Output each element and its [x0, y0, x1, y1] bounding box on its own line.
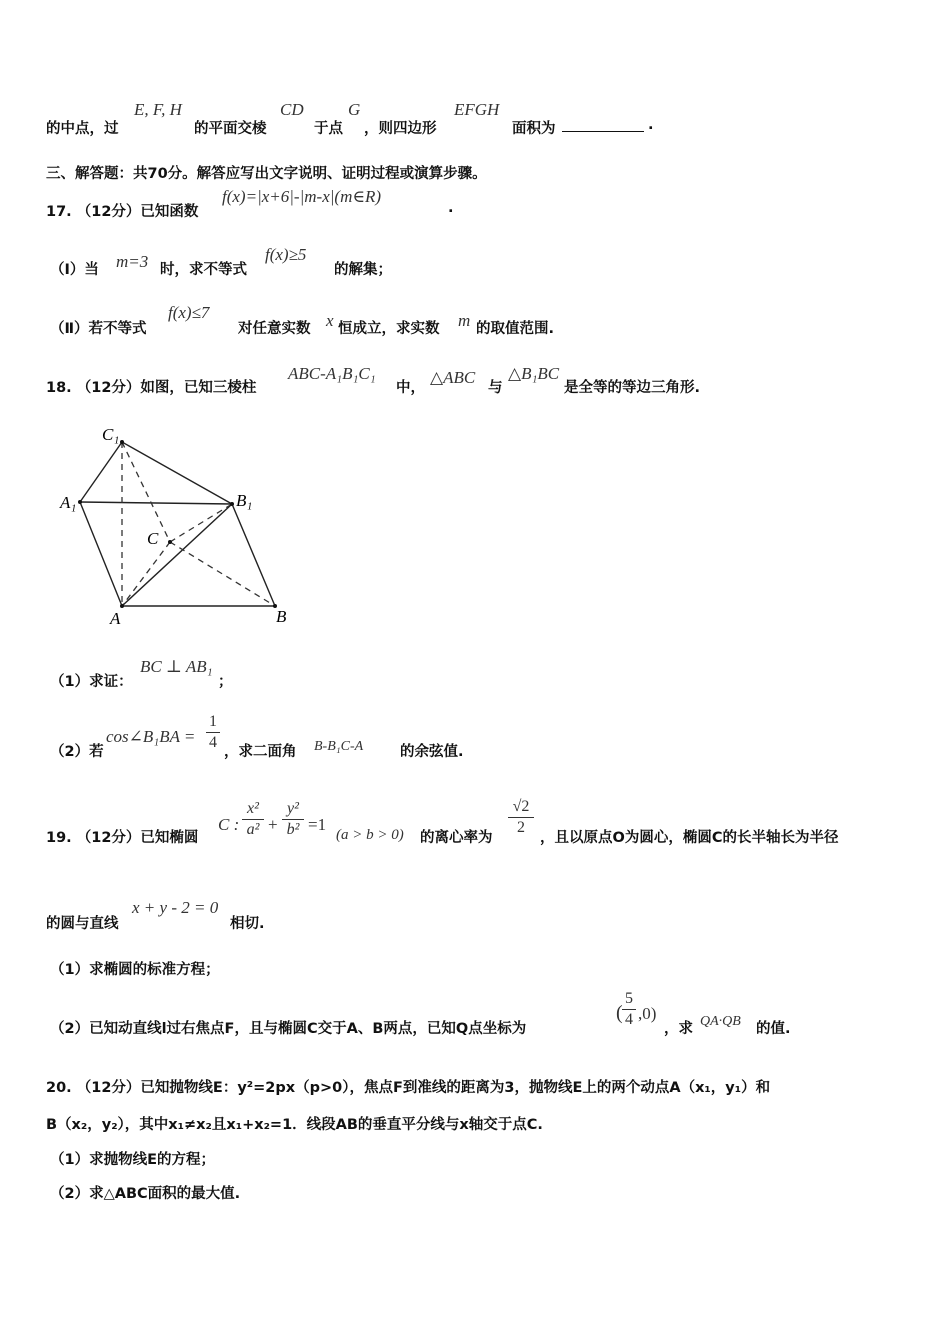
- q17-dot: .: [448, 200, 454, 216]
- q18-tail: 是全等的等边三角形.: [564, 380, 701, 396]
- q19-p2-c: 的值.: [756, 1021, 791, 1037]
- q18-tri1: △ABC: [430, 368, 476, 387]
- q17-p1-c: 的解集；: [334, 262, 392, 278]
- q19-head: 19. （12分）已知椭圆: [46, 830, 199, 846]
- q19-ecc: 的离心率为: [420, 830, 493, 846]
- q19-eq1: =1: [308, 815, 327, 834]
- point-b1: [230, 502, 234, 506]
- q19-b2: b²: [286, 821, 300, 838]
- q17-head: 17. （12分）已知函数: [46, 204, 199, 220]
- edge-c1-b1: [122, 442, 232, 504]
- q19-y2: y²: [287, 800, 299, 817]
- q19-p2-a: （2）已知动直线l过右焦点F，且与椭圆C交于A、B两点，已知Q点坐标为: [50, 1021, 527, 1037]
- edge-a1-b1: [80, 502, 232, 504]
- q19-plus: +: [268, 815, 278, 834]
- q19-cond: (a > b > 0): [336, 827, 404, 843]
- q19-frac-ecc: [508, 798, 534, 837]
- q19-c: C :: [218, 815, 240, 834]
- q18-p1-formula: BC ⊥ AB₁: [140, 657, 213, 676]
- q18-and: 与: [488, 380, 503, 396]
- q17-formula: f(x)=|x+6|-|m-x|(m∈R): [222, 187, 381, 206]
- q18-frac-den: 4: [209, 734, 217, 751]
- point-c1: [120, 440, 124, 444]
- q20-p2: （2）求△ABC面积的最大值.: [50, 1186, 241, 1202]
- q18-tri2: △B₁BC: [508, 364, 560, 383]
- answer-blank: [562, 117, 644, 136]
- dash-c-b1: [170, 504, 232, 542]
- q19-p1: （1）求椭圆的标准方程；: [50, 962, 220, 978]
- q20-l1: 20. （12分）已知抛物线E：y²=2px（p>0），焦点F到准线的距离为3，抛物线E上的两个动点A（x₁，y₁）和: [46, 1080, 771, 1096]
- q17-p2-b: 对任意实数: [238, 321, 311, 337]
- q19-p2-b: ，求: [664, 1021, 693, 1037]
- q18-p1-a: （1）求证：: [50, 674, 133, 690]
- q19-l2-a: 的圆与直线: [46, 916, 119, 932]
- q18-head: 18. （12分）如图，已知三棱柱: [46, 380, 257, 396]
- q18-p2-b: ，求二面角: [224, 744, 297, 760]
- q19-x2: x²: [247, 800, 259, 817]
- label-a: A: [110, 609, 121, 628]
- top-at: 于点: [314, 121, 343, 137]
- prism-figure: [50, 420, 310, 630]
- edge-a1-a: [80, 502, 122, 606]
- q18-prism: ABC-A₁B₁C₁: [288, 364, 376, 383]
- edge-a-b1: [122, 504, 232, 606]
- q17-p1-b: 时，求不等式: [160, 262, 247, 278]
- q19-dot: QA·QB: [700, 1014, 741, 1029]
- q17-p2-m: m: [458, 311, 471, 330]
- q17-p2-ineq: f(x)≤7: [168, 303, 210, 322]
- q19-q-rest: ,0): [638, 1004, 657, 1023]
- q18-p2-a: （2）若: [50, 744, 104, 760]
- q17-p2-d: 的取值范围.: [476, 321, 555, 337]
- q19-q-den: 4: [625, 1011, 633, 1028]
- q19-l2-b: 相切.: [230, 916, 265, 932]
- point-a1: [78, 500, 82, 504]
- q17-p2-c: 恒成立，求实数: [338, 321, 440, 337]
- q17-p2-x: x: [326, 311, 334, 330]
- edge-c1-a1: [80, 442, 122, 502]
- q18-p2-angle: B-B₁C-A: [314, 739, 364, 754]
- q17-p1-a: （Ⅰ）当: [50, 262, 99, 278]
- label-b: B: [276, 607, 287, 626]
- q19-frac-x: [242, 800, 264, 839]
- top-area: 面积为: [512, 121, 556, 137]
- q19-frac-y: [282, 800, 304, 839]
- q17-p1-ineq: f(x)≥5: [265, 245, 307, 264]
- dash-c-a: [122, 542, 170, 606]
- q19-q-lp: (: [616, 1002, 623, 1024]
- top-prefix: 的中点，过: [46, 121, 119, 137]
- q17-p2-a: （Ⅱ）若不等式: [50, 321, 147, 337]
- math-efh: E, F, H: [134, 100, 182, 119]
- q18-frac-num: 1: [209, 713, 217, 730]
- label-c: C: [147, 529, 159, 548]
- math-g: G: [348, 100, 361, 119]
- q18-mid: 中，: [396, 380, 425, 396]
- q19-q-num: 5: [625, 990, 633, 1007]
- q20-l2: B（x₂，y₂），其中x₁≠x₂且x₁+x₂=1．线段AB的垂直平分线与x轴交于点C.: [46, 1117, 543, 1133]
- label-a1: A₁: [60, 493, 77, 512]
- dash-c1-c: [122, 442, 170, 542]
- label-c1: C₁: [102, 425, 120, 444]
- q18-p2-cos: cos∠B₁BA =: [106, 727, 196, 746]
- dash-c-b: [170, 542, 275, 606]
- label-b1: B₁: [236, 491, 253, 510]
- top-end: .: [648, 117, 654, 133]
- top-plane: 的平面交棱: [194, 121, 267, 137]
- point-a: [120, 604, 124, 608]
- q20-p1: （1）求抛物线E的方程；: [50, 1152, 215, 1168]
- top-then: ，则四边形: [364, 121, 437, 137]
- edge-b1-b: [232, 504, 275, 606]
- q19-a2: a²: [246, 821, 260, 838]
- q18-p1-b: ；: [218, 674, 233, 690]
- math-efgh: EFGH: [454, 100, 500, 119]
- point-c: [168, 540, 172, 544]
- q19-line: x + y - 2 = 0: [132, 898, 219, 917]
- q18-fraction: [206, 713, 220, 752]
- q19-frac-q: [622, 990, 636, 1029]
- q19-two: 2: [517, 819, 525, 836]
- section-title: 三、解答题：共70分。解答应写出文字说明、证明过程或演算步骤。: [46, 166, 487, 182]
- q19-tail1: ，且以原点O为圆心，椭圆C的长半轴长为半径: [540, 830, 839, 846]
- math-cd: CD: [280, 100, 304, 119]
- q19-sqrt2: √2: [512, 798, 530, 815]
- q18-p2-c: 的余弦值.: [400, 744, 464, 760]
- q17-p1-cond: m=3: [116, 252, 149, 271]
